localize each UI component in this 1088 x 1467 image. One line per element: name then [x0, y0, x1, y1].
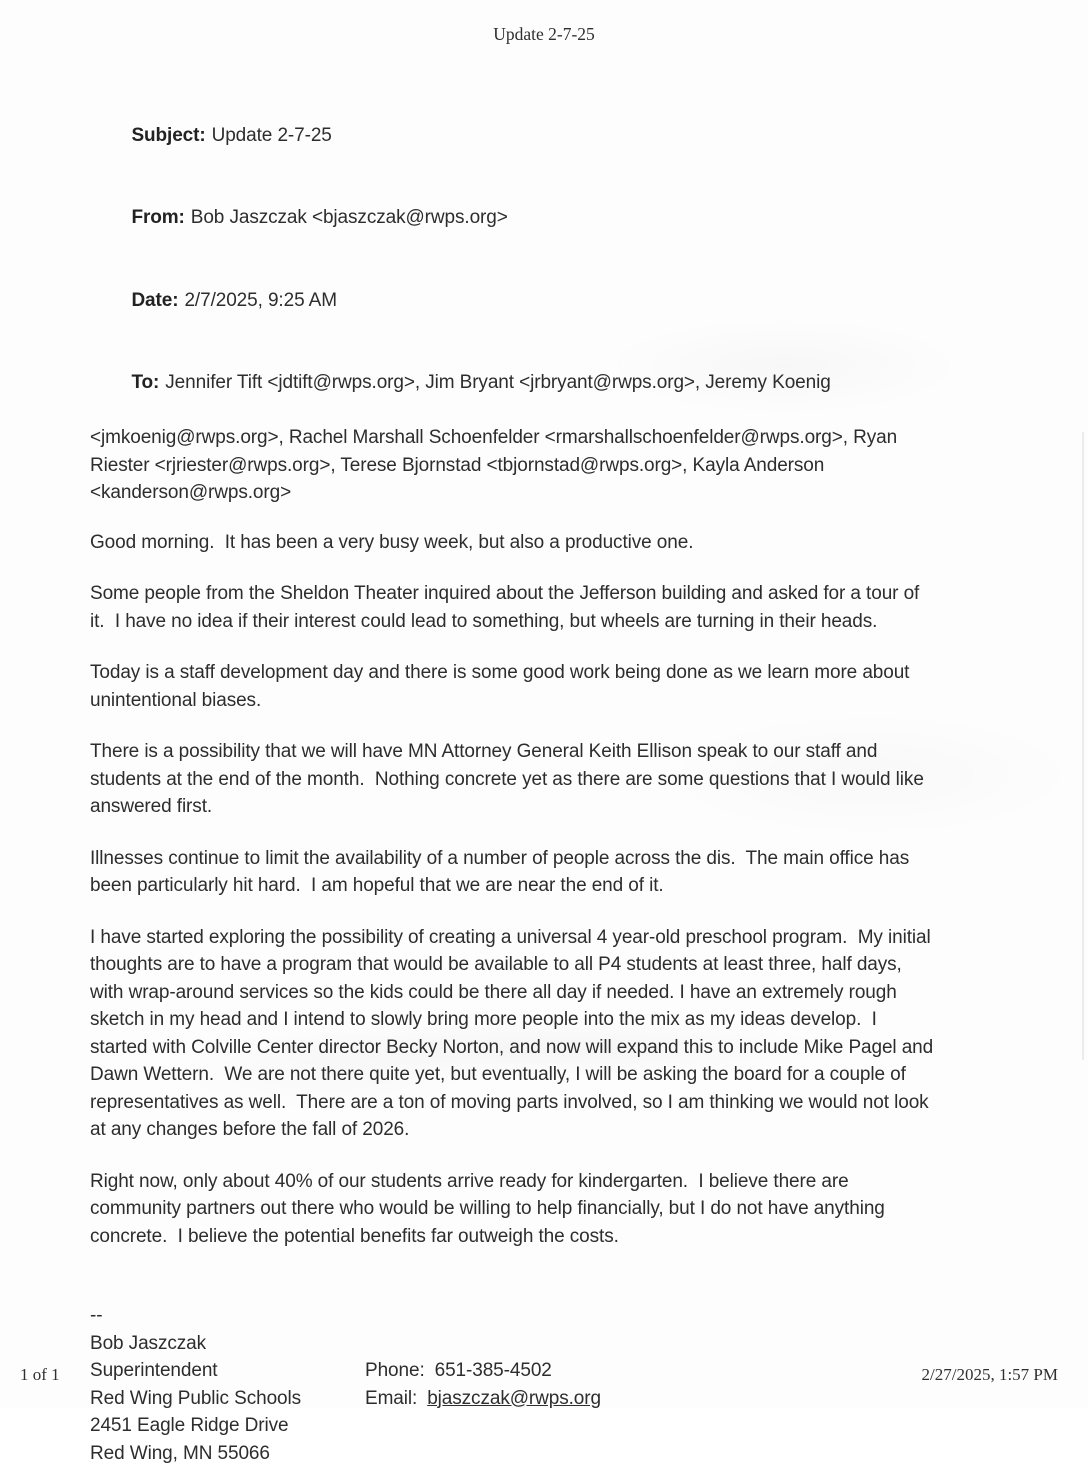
text-line: students at the end of the month. Nothing concrete yet as there are some questions that I would like [90, 766, 992, 794]
date-label: Date: [131, 290, 178, 311]
body-paragraph-5 [90, 845, 992, 900]
date-value: 2/7/2025, 9:25 AM [184, 290, 337, 311]
text-line: unintentional biases. [90, 687, 992, 715]
subject-label: Subject: [131, 125, 205, 146]
print-footer [20, 1365, 1058, 1385]
text-line: Riester <rjriester@rwps.org>, Terese Bjornstad <tbjornstad@rwps.org>, Kayla Anderson [90, 452, 992, 480]
body-paragraph-7 [90, 1168, 992, 1251]
text-line: started with Colville Center director Becky Norton, and now will expand this to include Mike Pagel and [90, 1034, 992, 1062]
body-paragraph-4 [90, 738, 992, 821]
body-paragraph-6 [90, 924, 992, 1144]
text-line: representatives as well. There are a ton of moving parts involved, so I am thinking we would not look [90, 1089, 992, 1117]
text-line: thoughts are to have a program that would be available to all P4 students at least three, half days, [90, 951, 992, 979]
signature-address-line2: Red Wing, MN 55066 [90, 1440, 365, 1467]
text-line: I have started exploring the possibility of creating a universal 4 year-old preschool program. My initial [90, 924, 992, 952]
text-line: Dawn Wettern. We are not there quite yet, but eventually, I will be asking the board for a couple of [90, 1061, 992, 1089]
text-line: Today is a staff development day and there is some good work being done as we learn more about [90, 659, 992, 687]
print-header-title: Update 2-7-25 [0, 24, 1088, 45]
signature-divider [90, 1302, 992, 1330]
text-line: <kanderson@rwps.org> [90, 479, 992, 507]
text-line: Right now, only about 40% of our students arrive ready for kindergarten. I believe there are [90, 1168, 992, 1196]
email-row [365, 1385, 601, 1413]
email-label: Email: [365, 1388, 417, 1409]
text-line: at any changes before the fall of 2026. [90, 1116, 992, 1144]
to-value: Jennifer Tift <jdtift@rwps.org>, Jim Bryant <jrbryant@rwps.org>, Jeremy Koenig [165, 372, 830, 393]
text-line: Good morning. It has been a very busy week, but also a productive one. [90, 529, 992, 557]
from-label: From: [131, 207, 184, 228]
signature-address-row-1 [90, 1412, 992, 1440]
signature-divider-text: -- [90, 1302, 102, 1330]
from-line [90, 177, 992, 260]
email-body [90, 529, 992, 1251]
from-value: Bob Jaszczak <bjaszczak@rwps.org> [191, 207, 508, 228]
text-line: sketch in my head and I intend to slowly bring more people into the mix as my ideas develop. I [90, 1006, 992, 1034]
text-line: community partners out there who would be willing to help financially, but I do not have anything [90, 1195, 992, 1223]
subject-line [90, 94, 992, 177]
page-indicator: 1 of 1 [20, 1365, 60, 1385]
text-line: There is a possibility that we will have MN Attorney General Keith Ellison speak to our staff and [90, 738, 992, 766]
text-line: answered first. [90, 793, 992, 821]
signature-name-row [90, 1330, 992, 1358]
to-label: To: [131, 372, 159, 393]
text-line: concrete. I believe the potential benefits far outweigh the costs. [90, 1223, 992, 1251]
email-header-block [90, 94, 992, 507]
email-link[interactable]: bjaszczak@rwps.org [427, 1388, 601, 1409]
signature-address-line1: 2451 Eagle Ridge Drive [90, 1412, 365, 1440]
phone-value: 651-385-4502 [435, 1360, 552, 1381]
text-line: Some people from the Sheldon Theater inquired about the Jefferson building and asked for a tour of [90, 580, 992, 608]
date-line [90, 259, 992, 342]
text-line: Illnesses continue to limit the availability of a number of people across the dis. The main office has [90, 845, 992, 873]
subject-value: Update 2-7-25 [212, 125, 332, 146]
text-line: <jmkoenig@rwps.org>, Rachel Marshall Schoenfelder <rmarshallschoenfelder@rwps.org>, Ryan [90, 424, 992, 452]
signature-organization: Red Wing Public Schools [90, 1385, 365, 1413]
signature-title: Superintendent [90, 1357, 365, 1385]
to-line [90, 342, 992, 425]
signature-name: Bob Jaszczak [90, 1330, 365, 1358]
body-paragraph-3 [90, 659, 992, 714]
phone-label: Phone: [365, 1360, 425, 1381]
document-content [90, 94, 992, 1467]
footer-timestamp: 2/27/2025, 1:57 PM [922, 1365, 1059, 1385]
to-recipients-continued [90, 424, 992, 507]
scan-artifact-line [1082, 432, 1084, 1060]
signature-address-row-2 [90, 1440, 992, 1467]
text-line: been particularly hit hard. I am hopeful that we are near the end of it. [90, 872, 992, 900]
text-line: with wrap-around services so the kids could be there all day if needed. I have an extremely rough [90, 979, 992, 1007]
body-paragraph-1 [90, 529, 992, 557]
signature-organization-row [90, 1385, 992, 1413]
text-line: it. I have no idea if their interest could lead to something, but wheels are turning in their heads. [90, 608, 992, 636]
body-paragraph-2 [90, 580, 992, 635]
